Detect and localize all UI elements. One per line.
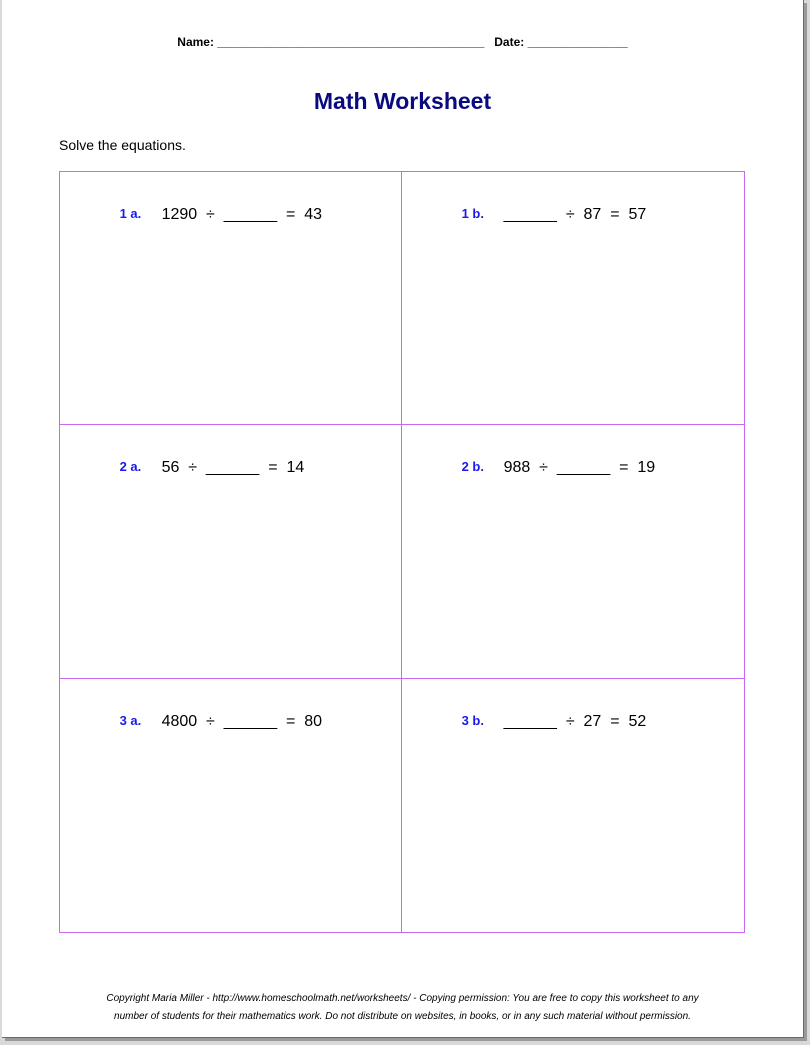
problem-cell-2b <box>402 425 744 679</box>
worksheet-page <box>2 0 804 1038</box>
instructions: Solve the equations. <box>59 137 186 153</box>
problem-equation: ______ ÷ 87 = 57 <box>503 206 647 223</box>
name-date-line: Name: ________________________________________ Date: _______________ <box>177 35 628 49</box>
problem-label: 3 a. <box>119 713 142 728</box>
problem-equation: ______ ÷ 27 = 52 <box>503 713 647 730</box>
problem-equation: 56 ÷ ______ = 14 <box>161 459 305 476</box>
page-title: Math Worksheet <box>313 88 492 114</box>
problem-label: 1 b. <box>461 206 484 221</box>
problem-label: 1 a. <box>119 206 142 221</box>
problem-cell-3a <box>60 679 402 932</box>
problem-equation: 988 ÷ ______ = 19 <box>503 459 656 476</box>
problem-label: 3 b. <box>461 713 484 728</box>
problem-grid <box>59 171 745 933</box>
problem-cell-1b <box>402 172 744 425</box>
problem-cell-2a <box>60 425 402 679</box>
problem-label: 2 b. <box>461 459 484 474</box>
problem-label: 2 a. <box>119 459 142 474</box>
footer-line-2: number of students for their mathematics work. Do not distribute on websites, in books, or in any such material without permission. <box>114 1011 691 1022</box>
footer-line-1: Copyright Maria Miller - http://www.homeschoolmath.net/worksheets/ - Copying permission: You are free to copy this worksheet to any <box>106 993 699 1004</box>
copyright-footer <box>2 990 803 1026</box>
problem-cell-3b <box>402 679 744 932</box>
problem-equation: 4800 ÷ ______ = 80 <box>161 713 323 730</box>
problem-cell-1a <box>60 172 402 425</box>
problem-equation: 1290 ÷ ______ = 43 <box>161 206 323 223</box>
